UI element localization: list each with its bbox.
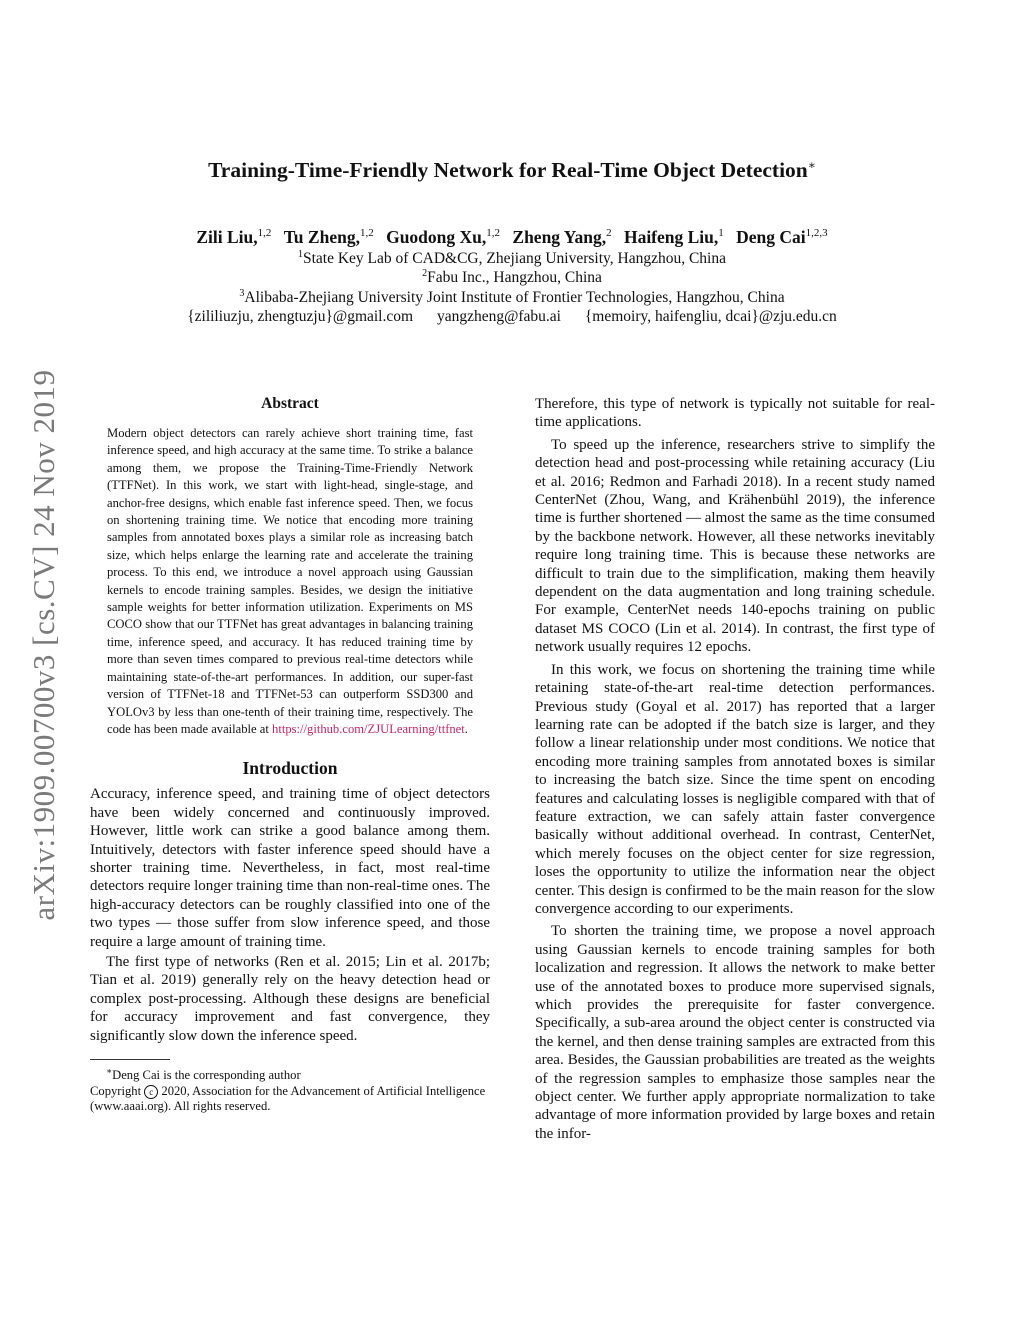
copyright-notice: Copyright c 2020, Association for the Advancement of Artificial Intelligence (www.aaai.org). All rights reserved. — [90, 1083, 486, 1114]
abstract-heading: Abstract — [261, 395, 319, 412]
paragraph: Therefore, this type of network is typically not suitable for real-time applications. — [535, 396, 935, 431]
abstract-text: Modern object detectors can rarely achieve short training time, fast inference speed, and high accuracy at the same time. To strike a balance among them, we propose the Training-Time-Friendly Network (TTFNet). In this work, we start with light-head, single-stage, and anchor-free designs, which enable fast inference speed. Then, we focus on shortening training time. We notice that encoding more training samples from annotated boxes plays a similar role as increasing batch size, which helps enlarge the learning rate and accelerate the training process. To this end, we introduce a novel approach using Gaussian kernels to encode training samples. Besides, we design the initiative sample weights for better information utilization. Experiments on MS COCO show that our TTFNet has great advantages in balancing training time, inference speed, and accuracy. It has reduced training time by more than seven times compared to previous real-time detectors while maintaining state-of-the-art performances. In addition, our super-fast version of TTFNet-18 and TTFNet-53 can outperform SSD300 and YOLOv3 by less than one-tenth of their training time, respectively. The code has been made available at https://github.com/ZJULearning/ttfnet. — [107, 426, 473, 736]
paper-title: Training-Time-Friendly Network for Real-Time Object Detection — [208, 158, 808, 183]
arxiv-identifier: arXiv:1909.00700v3 [cs.CV] 24 Nov 2019 — [26, 369, 61, 921]
author: Haifeng Liu,$^1$ — [623, 227, 724, 247]
affiliation: $^2$Fabu Inc., Hangzhou, China — [422, 268, 602, 287]
left-column — [90, 395, 490, 1115]
paragraph: To shorten the training time, we propose a novel approach using Gaussian kernels to encode training samples for both localization and regression. It allows the network to make better use of the annotated boxes to produce more supervised signals, which provides the prerequisite for faster convergence. Specifically, a sub-area around the object center is constructed via the kernel, and then dense training samples are extracted from this area. Besides, the Gaussian probabilities are treated as the weights of the regression samples to emphasize those samples near the object center. We further apply appropriate normalization to take advantage of more information provided by large boxes and retain the infor- — [535, 923, 935, 1142]
code-link[interactable]: https://github.com/ZJULearning/ttfnet — [272, 721, 465, 736]
author: Zili Liu,$^{1,2}$ — [196, 227, 272, 247]
paragraph: To speed up the inference, researchers strive to simplify the detection head and post-processing while retaining accuracy (Liu et al. 2016; Redmon and Farhadi 2018). In a recent study named CenterNet (Zhou, Wang, and Krähenbühl 2019), the inference time is further shortened — almost the same as the time consumed by the backbone network. However, all these networks inevitably require long training time. This is because these networks are difficult to train due to the simplification, making them heavily dependent on the data augmentation and long training schedule. For example, CenterNet needs 140-epochs training on public dataset MS COCO (Lin et al. 2014). In contrast, the first type of network usually requires 12 epochs. — [535, 436, 935, 656]
right-column — [535, 395, 935, 1147]
paragraph: The first type of networks (Ren et al. 2015; Lin et al. 2017b; Tian et al. 2019) generally rely on the heavy detection head or complex post-processing. Although these designs are beneficial for accuracy improvement and fast convergence, they significantly slow down the inference speed. — [90, 953, 490, 1044]
title-footnote-mark: ∗ — [807, 158, 816, 172]
arxiv-sidebar — [18, 345, 70, 945]
author-list — [0, 227, 1024, 248]
email: {memoiry, haifengliu, dcai}@zju.edu.cn — [584, 308, 837, 325]
paragraph: Accuracy, inference speed, and training time of object detectors have been widely concerned and continuously improved. However, little work can strike a good balance among them. Intuitively, detectors with faster inference speed should have a shorter training time. Nevertheless, in fact, most real-time detectors require longer training time than non-real-time ones. The high-accuracy detectors can be roughly classified into one of the two types — those suffer from slow inference speed, and those require a large amount of training time. — [90, 786, 490, 950]
footnote: ∗Deng Cai is the corresponding author — [106, 1066, 301, 1083]
author: Zheng Yang,$^2$ — [512, 227, 612, 247]
footnote-divider — [90, 1059, 170, 1060]
affiliation: $^1$State Key Lab of CAD&CG, Zhejiang University, Hangzhou, China — [297, 249, 726, 268]
paper-title-block — [0, 158, 1024, 183]
author-emails — [0, 308, 1024, 326]
author: Deng Cai$^{1,2,3}$ — [736, 227, 828, 247]
section-heading-introduction: Introduction — [242, 758, 338, 779]
author: Tu Zheng,$^{1,2}$ — [283, 227, 374, 247]
paragraph: In this work, we focus on shortening the training time while retaining state-of-the-art real-time detection performances. Previous study (Goyal et al. 2017) has reported that a larger learning rate can be adopted if the batch size is larger, and they follow a linear relationship under most conditions. We notice that encoding more training samples from annotated boxes is similar to increasing the batch size. Since the time spent on encoding features and calculating losses is negligible compared with that of feature extraction, we can safely attain faster convergence basically without additional overhead. In contrast, CenterNet, which merely focuses on the object center for size regression, loses the opportunity to utilize the information near the object center. This design is confirmed to be the main reason for the slow convergence according to our experiments. — [535, 661, 935, 917]
copyright-icon: c — [144, 1085, 158, 1099]
author: Guodong Xu,$^{1,2}$ — [386, 227, 501, 247]
affiliation: $^3$Alibaba-Zhejiang University Joint Institute of Frontier Technologies, Hangzhou, China — [239, 288, 785, 307]
email: {zililiuzju, zhengtuzju}@gmail.com — [187, 308, 414, 325]
email: yangzheng@fabu.ai — [436, 308, 561, 325]
